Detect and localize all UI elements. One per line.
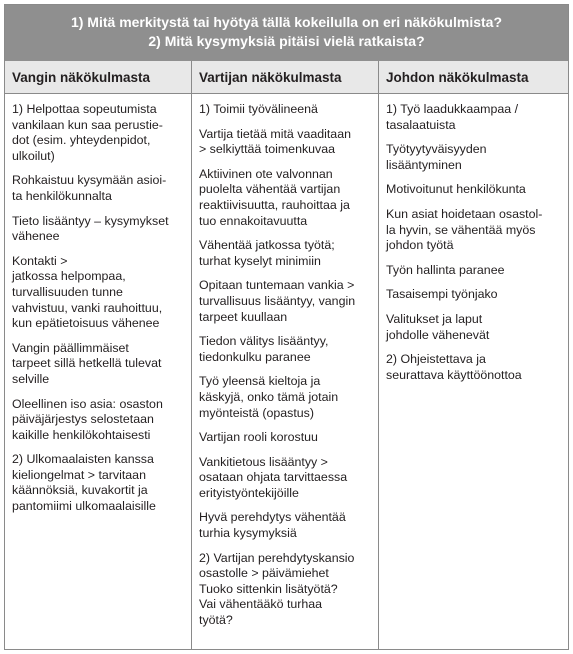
item-line: Tiedon välitys lisääntyy, <box>199 334 329 349</box>
column-prisoner <box>5 94 191 650</box>
item-line: Aktiivinen ote valvonnan <box>199 166 333 181</box>
item-line: 1) Helpottaa sopeutumista <box>12 102 157 116</box>
item-line: 2) Ulkomaalaisten kanssa <box>12 452 154 467</box>
item-line: Vangin päällimmäiset <box>12 340 129 355</box>
item-line: Tieto lisääntyy – kysymykset <box>12 213 169 228</box>
column-title-management: Johdon näkökulmasta <box>379 61 568 94</box>
item-line: käskyjä, onko tämä jotain <box>199 389 339 404</box>
list-item <box>386 182 562 198</box>
item-line: tuo ennakoitavuutta <box>199 213 308 228</box>
item-line: Tuoko sittenkin lisätyötä? <box>199 581 338 596</box>
header-question-2: 2) Mitä kysymyksiä pitäisi vielä ratkaista? <box>148 33 425 49</box>
table-header <box>5 5 568 61</box>
item-line: Opitaan tuntemaan vankia > <box>199 278 355 293</box>
list-item <box>386 287 562 303</box>
item-line: turhia kysymyksiä <box>199 526 297 541</box>
list-item <box>12 452 185 514</box>
item-line: tarpeet sillä hetkellä tulevat <box>12 356 162 371</box>
item-line: ta henkilökunnalta <box>12 188 112 203</box>
item-line: 2) Ohjeistettava ja <box>386 352 486 367</box>
item-line: kieliongelmat > tarvitaan <box>12 467 146 482</box>
item-line: 1) Työ laadukkaampaa / <box>386 102 519 116</box>
item-line: käännöksiä, kuvakortit ja <box>12 483 148 498</box>
item-line: vankilaan kun saa perustie- <box>12 117 163 132</box>
item-line: Kun asiat hoidetaan osastol- <box>386 206 543 221</box>
list-item <box>199 278 372 325</box>
item-line: turvallisuus lisääntyy, vangin <box>199 293 356 308</box>
list-item <box>12 397 185 444</box>
item-line: 1) Toimii työvälineenä <box>199 102 318 116</box>
list-item <box>199 238 372 269</box>
item-line: tiedonkulku paranee <box>199 349 311 364</box>
list-item <box>199 455 372 502</box>
column-title-guard: Vartijan näkökulmasta <box>192 61 378 94</box>
item-line: johdon työtä <box>386 238 454 253</box>
item-line: Työtyytyväisyyden <box>386 142 487 157</box>
item-line: osastolle > päivämiehet <box>199 566 329 581</box>
item-line: puolelta vähentää vartijan <box>199 182 341 197</box>
item-line: la hyvin, se vähentää myös <box>386 222 536 237</box>
list-item <box>199 334 372 365</box>
item-line: vähenee <box>12 229 60 244</box>
item-line: turvallisuuden tunne <box>12 284 123 299</box>
item-line: Työn hallinta paranee <box>386 262 505 277</box>
item-line: kun epätietoisuus vähenee <box>12 316 160 331</box>
item-line: seurattava käyttöönottoa <box>386 367 522 382</box>
item-line: ulkoilut) <box>12 148 55 163</box>
column-guard <box>192 94 378 650</box>
item-line: Motivoitunut henkilökunta <box>386 182 526 197</box>
item-line: erityistyöntekijöille <box>199 485 299 500</box>
item-line: jatkossa helpompaa, <box>12 269 126 284</box>
item-line: Työ yleensä kieltoja ja <box>199 374 321 389</box>
item-line: osataan ohjata tarvittaessa <box>199 470 348 485</box>
item-line: Vai vähentääkö turhaa <box>199 597 323 612</box>
item-line: tasalaatuista <box>386 117 456 132</box>
item-line: Vartija tietää mitä vaaditaan <box>199 126 351 141</box>
list-item <box>199 127 372 158</box>
header-question-1: 1) Mitä merkitystä tai hyötyä tällä kokeilulla on eri näkökulmista? <box>70 14 503 30</box>
column-title-prisoner: Vangin näkökulmasta <box>5 61 191 94</box>
item-line: reaktiivisuutta, rauhoittaa ja <box>199 197 350 212</box>
list-item <box>386 312 562 343</box>
column-management <box>379 94 568 650</box>
list-item <box>199 551 372 629</box>
list-item <box>199 167 372 229</box>
item-line: selville <box>12 371 50 386</box>
list-item <box>386 142 562 173</box>
item-line: Rohkaistuu kysymään asioi- <box>12 173 167 188</box>
item-line: johdolle vähenevät <box>386 327 490 342</box>
item-line: > selkiyttää toimenkuvaa <box>199 142 336 157</box>
item-line: Hyvä perehdytys vähentää <box>199 510 346 525</box>
list-item <box>386 102 562 133</box>
item-line: Valitukset ja laput <box>386 311 483 326</box>
list-item <box>199 510 372 541</box>
list-item <box>12 173 185 204</box>
content-table <box>4 4 569 650</box>
item-line: myönteistä (opastus) <box>199 405 315 420</box>
item-line: Oleellinen iso asia: osaston <box>12 396 163 411</box>
item-line: Vartijan rooli korostuu <box>199 430 318 445</box>
list-item <box>12 254 185 332</box>
item-line: Vähentää jatkossa työtä; <box>199 238 335 253</box>
list-item <box>199 430 372 446</box>
item-line: kaikille henkilökohtaisesti <box>12 427 151 442</box>
list-item <box>386 207 562 254</box>
list-item <box>12 214 185 245</box>
item-line: turhat kyselyt minimiin <box>199 253 321 268</box>
item-line: päiväjärjestys selostetaan <box>12 412 154 427</box>
item-line: työtä? <box>199 613 233 628</box>
list-item <box>12 341 185 388</box>
item-line: lisääntyminen <box>386 157 462 172</box>
item-line: 2) Vartijan perehdytyskansio <box>199 550 355 565</box>
list-item <box>199 374 372 421</box>
item-line: pantomiimi ulkomaalaisille <box>12 499 156 514</box>
list-item <box>386 263 562 279</box>
item-line: Tasaisempi työnjako <box>386 287 498 302</box>
list-item <box>199 102 372 118</box>
item-line: Vankitietous lisääntyy > <box>199 454 328 469</box>
item-line: dot (esim. yhteydenpidot, <box>12 133 151 148</box>
item-line: Kontakti > <box>12 253 68 268</box>
list-item <box>386 352 562 383</box>
list-item <box>12 102 185 164</box>
item-line: tarpeet kuullaan <box>199 309 288 324</box>
item-line: vahvistuu, vanki rauhoittuu, <box>12 300 163 315</box>
